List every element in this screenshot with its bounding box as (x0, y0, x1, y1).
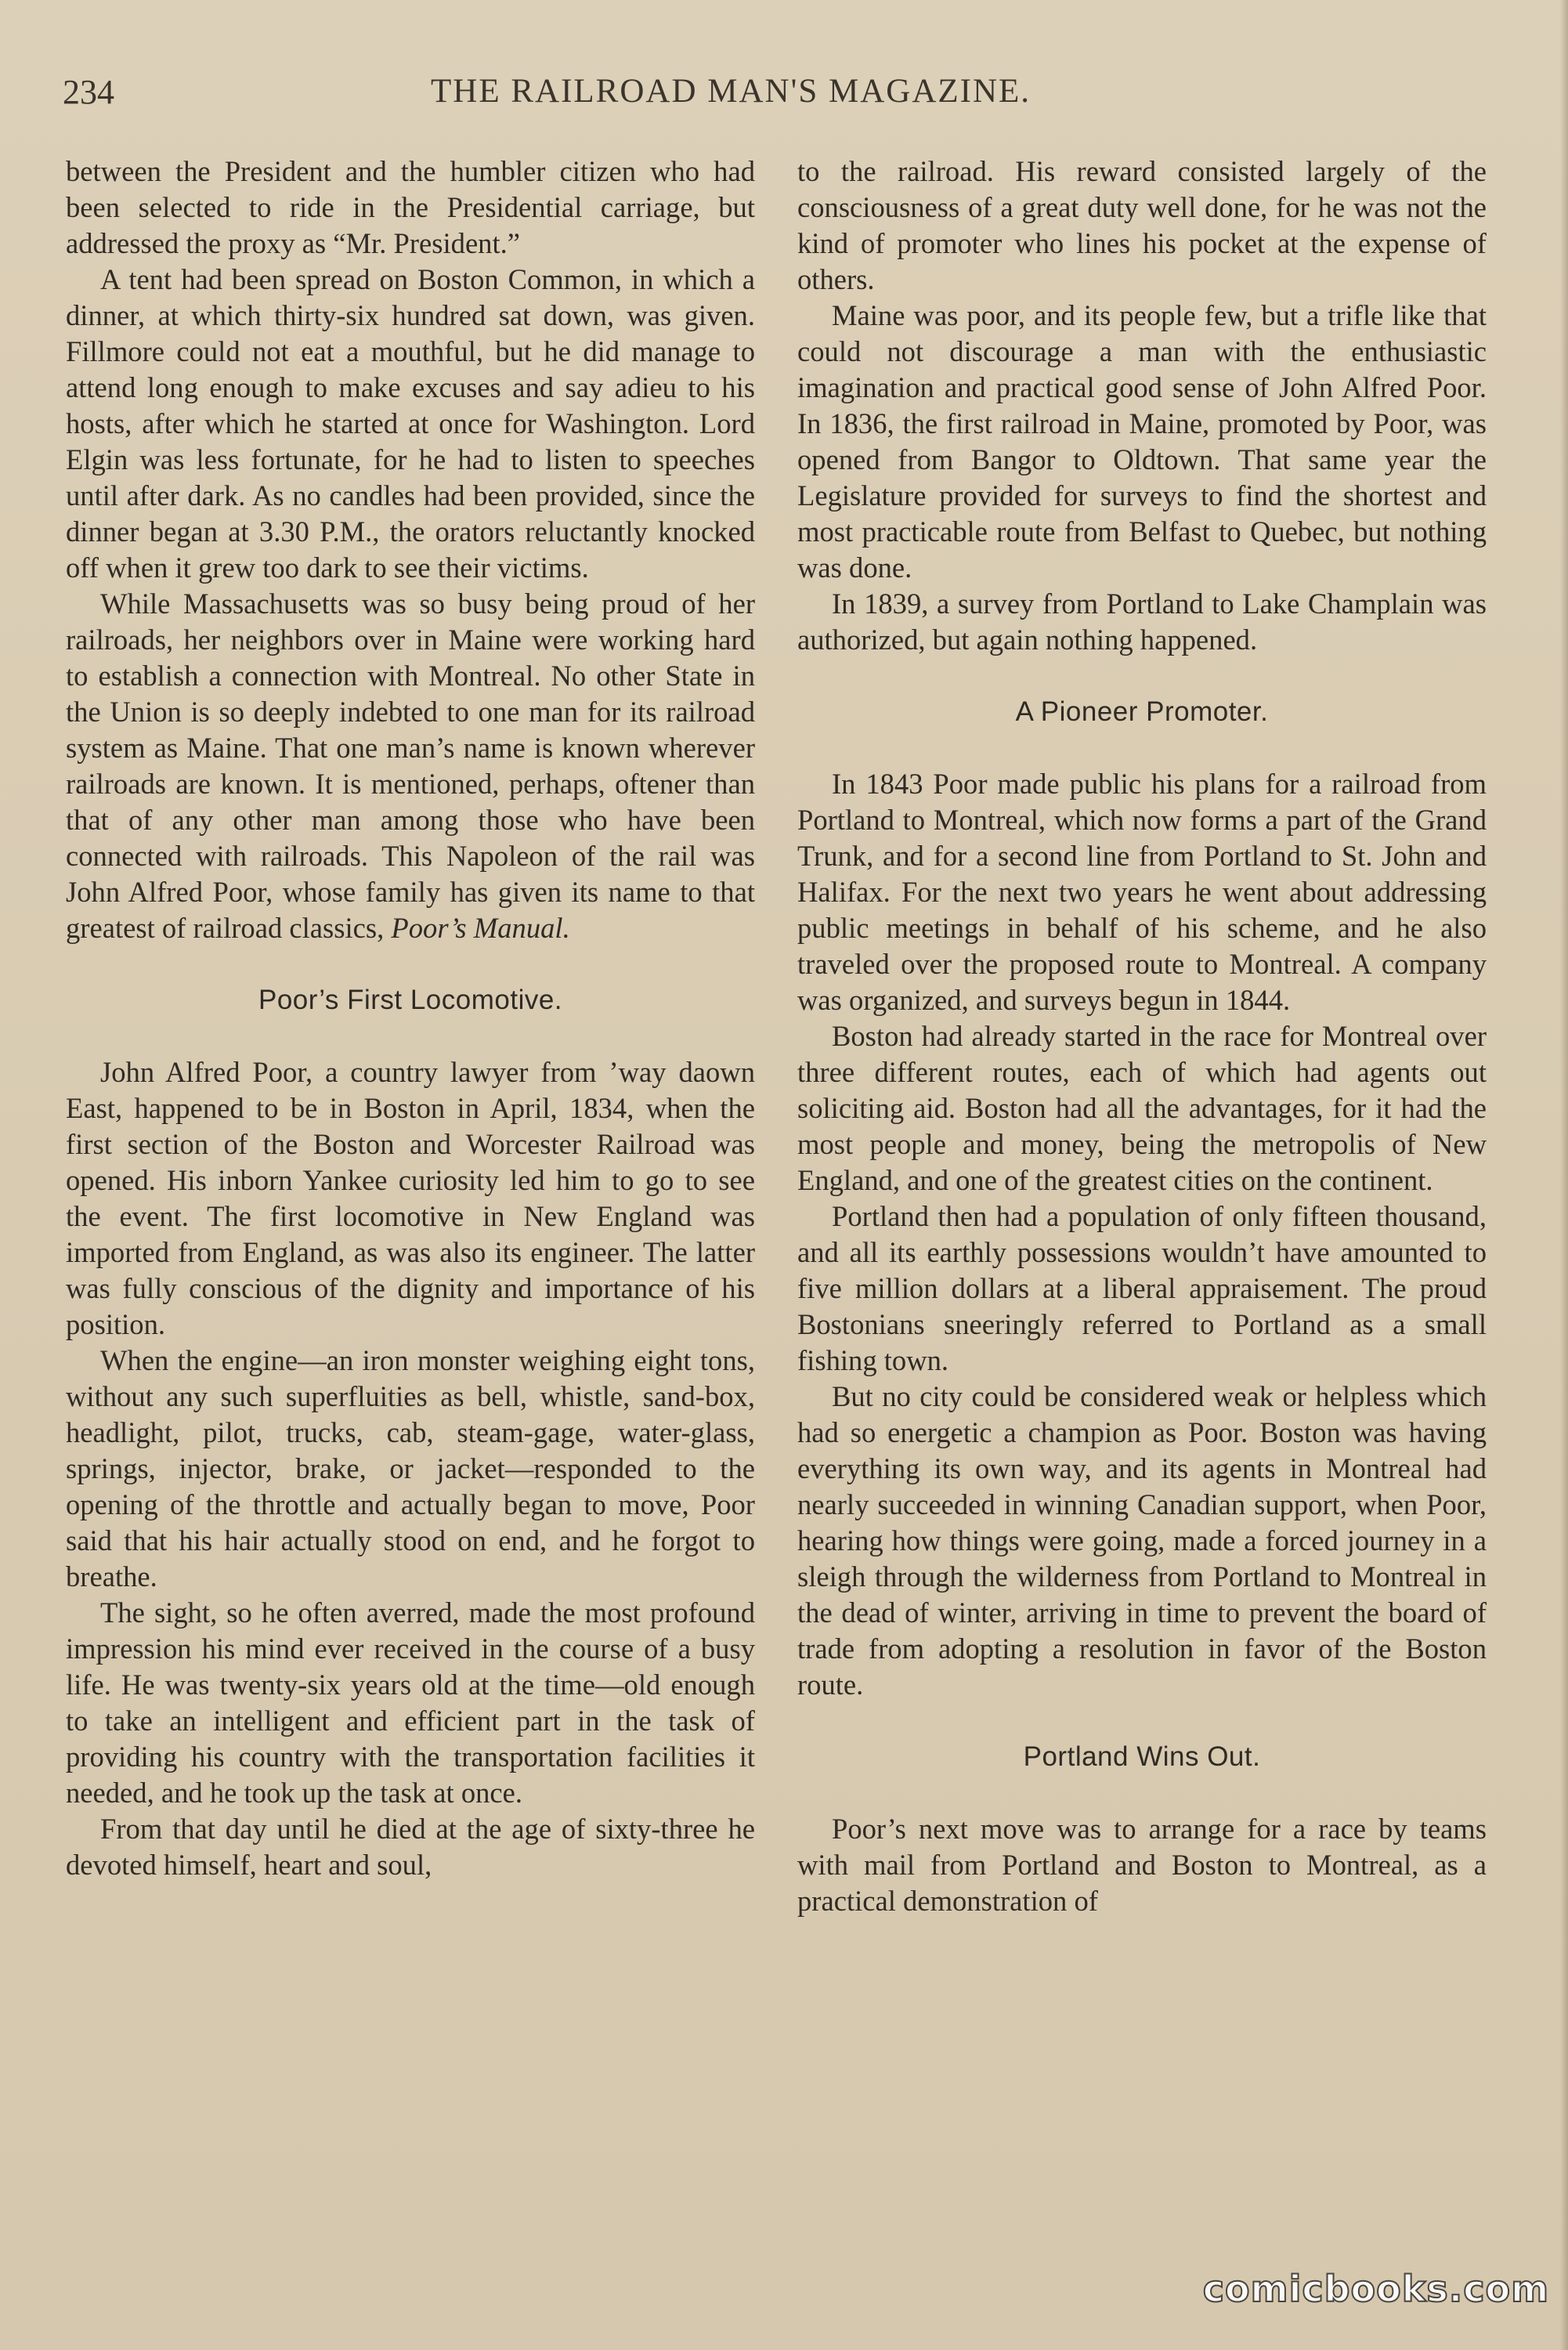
section-heading: A Pioneer Promoter. (1015, 696, 1269, 727)
paragraph: In 1843 Poor made public his plans for a railroad from Portland to Montreal, which now forms a part of the Grand Trunk, and for a second line from Portland to St. John and Halifax. For the next two years he went about addressing public meetings in behalf of his scheme, and he also traveled over the proposed route to Montreal. A company was organized, and surveys begun in 1844. (797, 768, 1487, 1016)
right-column (797, 154, 1487, 1919)
paragraph: Boston had already started in the race for Montreal over three different routes, each of which had agents out soliciting aid. Boston had all the advantages, for it had the most people and money, being the metropolis of New England, and one of the greatest cities on the continent. (797, 1020, 1487, 1196)
paragraph: John Alfred Poor, a country lawyer from ’way daown East, happened to be in Boston in April, 1834, when the first section of the Boston and Worcester Railroad was opened. His inborn Yankee curiosity led him to go to see the event. The first locomotive in New England was imported from England, as was also its engineer. The latter was fully conscious of the dignity and importance of his position. (66, 1056, 755, 1340)
paragraph-text: While Massachusetts was so busy being proud of her railroads, her neighbors over in Maine were working hard to establish a connection with Montreal. No other State in the Union is so deeply indebted to one man for its railroad system as Maine. That one man’s name is known wherever railroads are known. It is mentioned, perhaps, oftener than that of any other man among those who have been connected with railroads. This Napoleon of the rail was John Alfred Poor, whose family has given its name to that greatest of railroad classics, (66, 588, 755, 944)
left-column (66, 154, 755, 1883)
paragraph: Poor’s next move was to arrange for a race by teams with mail from Portland and Boston to Montreal, as a practical demonstration of (797, 1813, 1487, 1917)
paragraph: Maine was poor, and its people few, but a trifle like that could not discourage a man with the enthusiastic imagination and practical good sense of John Alfred Poor. In 1836, the first railroad in Maine, promoted by Poor, was opened from Bangor to Oldtown. That same year the Legislature provided for surveys to find the shortest and most practicable route from Belfast to Quebec, but nothing was done. (797, 299, 1487, 584)
paragraph (66, 586, 755, 946)
paragraph: to the railroad. His reward consisted largely of the consciousness of a great duty well done, for he was not the kind of promoter who lines his pocket at the expense of others. (797, 155, 1487, 295)
section-heading: Portland Wins Out. (1023, 1741, 1261, 1772)
page-edge-shadow (1560, 0, 1568, 2350)
page-number: 234 (63, 73, 114, 111)
book-title: Poor’s Manual. (391, 912, 570, 944)
paragraph: When the engine—an iron monster weighing eight tons, without any such superfluities as bell, whistle, sand-box, headlight, pilot, trucks, cab, steam-gage, water-glass, springs, injector, brake, or jacket—responded to the opening of the throttle and actually began to move, Poor said that his hair actually stood on end, and he forgot to breathe. (66, 1344, 755, 1593)
paragraph: Portland then had a population of only fifteen thousand, and all its earthly possessions wouldn’t have amounted to five million dollars at a liberal appraisement. The proud Bostonians sneeringly referred to Portland as a small fishing town. (797, 1200, 1487, 1376)
running-title: THE RAILROAD MAN'S MAGAZINE. (431, 73, 1031, 110)
paragraph: But no city could be considered weak or helpless which had so energetic a champion as Poor. Boston was having everything its own way, and its agents in Montreal had nearly succeeded in winning Canadian support, when Poor, hearing how things were going, made a forced journey in a sleigh through the wilderness from Portland to Montreal in the dead of winter, arriving in time to prevent the board of trade from adopting a resolution in favor of the Boston route. (797, 1380, 1487, 1701)
paragraph: The sight, so he often averred, made the most profound impression his mind ever received in the course of a busy life. He was twenty-six years old at the time—old enough to take an intelligent and efficient part in the task of providing his country with the transportation facilities it needed, and he took up the task at once. (66, 1596, 755, 1809)
paragraph: From that day until he died at the age of sixty-three he devoted himself, heart and soul, (66, 1813, 755, 1881)
section-heading: Poor’s First Locomotive. (258, 985, 563, 1015)
paragraph: between the President and the humbler citizen who had been selected to ride in the Presidential carriage, but addressed the proxy as “Mr. President.” (66, 155, 755, 259)
page-header (63, 72, 1496, 119)
site-watermark: comicbooks.com (1202, 2268, 1549, 2310)
paragraph: A tent had been spread on Boston Common, in which a dinner, at which thirty-six hundred sat down, was given. Fillmore could not eat a mouthful, but he did manage to attend long enough to make excuses and say adieu to his hosts, after which he started at once for Washington. Lord Elgin was less fortunate, for he had to listen to speeches until after dark. As no candles had been provided, since the dinner began at 3.30 P.M., the orators reluctantly knocked off when it grew too dark to see their victims. (66, 263, 755, 584)
paragraph: In 1839, a survey from Portland to Lake Champlain was authorized, but again nothing happened. (797, 588, 1487, 656)
